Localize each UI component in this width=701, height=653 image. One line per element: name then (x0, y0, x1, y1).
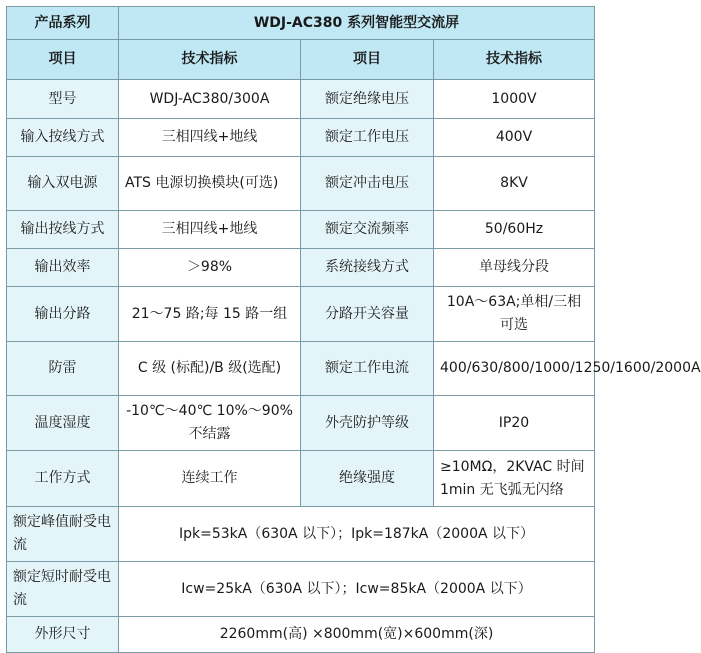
row-label: 型号 (7, 80, 119, 119)
row-value: 400V (434, 119, 595, 157)
table-row (7, 342, 595, 396)
row-label: 分路开关容量 (301, 287, 434, 342)
spec-table (6, 6, 701, 653)
row-value: ＞98% (119, 249, 301, 287)
row-value: 三相四线+地线 (119, 211, 301, 249)
table-row (7, 287, 595, 342)
row-value: WDJ-AC380/300A (119, 80, 301, 119)
row-value: ≥10MΩ，2KVAC 时间 1min 无飞弧无闪络 (434, 451, 595, 507)
table-row (7, 119, 595, 157)
subheader-spec: 技术指标 (119, 40, 301, 80)
row-label: 工作方式 (7, 451, 119, 507)
row-label: 输入按线方式 (7, 119, 119, 157)
row-label: 温度湿度 (7, 396, 119, 451)
table-row (7, 562, 595, 617)
row-label: 额定峰值耐受电流 (7, 507, 119, 562)
row-value: 400/630/800/1000/1250/1600/2000A (434, 342, 595, 396)
row-value: ATS 电源切换模块(可选) (119, 157, 301, 211)
header-series-name: WDJ-AC380 系列智能型交流屏 (119, 7, 595, 40)
row-label: 输出按线方式 (7, 211, 119, 249)
row-value: 2260mm(高) ×800mm(宽)×600mm(深) (119, 617, 595, 653)
row-label: 系统接线方式 (301, 249, 434, 287)
table-row (7, 451, 595, 507)
table-row (7, 80, 595, 119)
subheader-item: 项目 (7, 40, 119, 80)
subheader-spec-2: 技术指标 (434, 40, 595, 80)
row-value: -10℃～40℃ 10%～90%不结露 (119, 396, 301, 451)
row-label: 外壳防护等级 (301, 396, 434, 451)
row-value: 10A～63A;单相/三相可选 (434, 287, 595, 342)
row-label: 绝缘强度 (301, 451, 434, 507)
row-value: 50/60Hz (434, 211, 595, 249)
row-label: 输出分路 (7, 287, 119, 342)
row-value: 连续工作 (119, 451, 301, 507)
subheader-item-2: 项目 (301, 40, 434, 80)
subheader-row (7, 40, 595, 80)
table-row (7, 157, 595, 211)
table-row (7, 507, 595, 562)
row-label: 防雷 (7, 342, 119, 396)
table-row (7, 211, 595, 249)
row-value: 1000V (434, 80, 595, 119)
row-value: 单母线分段 (434, 249, 595, 287)
table-row (7, 249, 595, 287)
row-label: 外形尺寸 (7, 617, 119, 653)
row-value: C 级 (标配)/B 级(选配) (119, 342, 301, 396)
row-label: 额定冲击电压 (301, 157, 434, 211)
table-row (7, 396, 595, 451)
table-row (7, 617, 595, 653)
header-row (7, 7, 595, 40)
row-label: 额定绝缘电压 (301, 80, 434, 119)
row-value: 三相四线+地线 (119, 119, 301, 157)
spec-table-container (6, 6, 701, 653)
row-value: 8KV (434, 157, 595, 211)
row-value: 21～75 路;每 15 路一组 (119, 287, 301, 342)
row-label: 额定短时耐受电流 (7, 562, 119, 617)
row-value: Icw=25kA（630A 以下）；Icw=85kA（2000A 以下） (119, 562, 595, 617)
row-label: 额定交流频率 (301, 211, 434, 249)
row-label: 额定工作电流 (301, 342, 434, 396)
row-value: Ipk=53kA（630A 以下）；Ipk=187kA（2000A 以下） (119, 507, 595, 562)
row-label: 输出效率 (7, 249, 119, 287)
row-value: IP20 (434, 396, 595, 451)
row-label: 额定工作电压 (301, 119, 434, 157)
row-label: 输入双电源 (7, 157, 119, 211)
header-product-series: 产品系列 (7, 7, 119, 40)
